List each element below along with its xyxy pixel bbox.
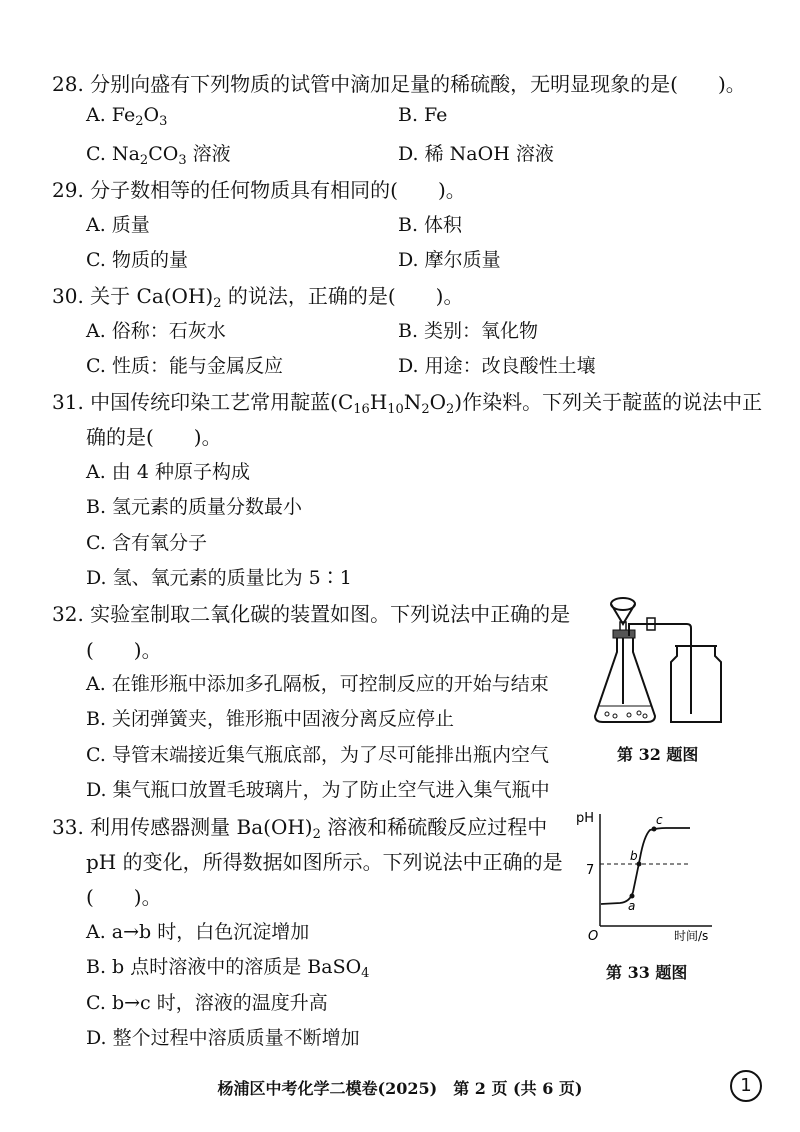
- question-29-option-d: D. 摩尔质量: [398, 249, 501, 271]
- question-28-option-b: B. Fe: [398, 104, 448, 126]
- question-31-option-b: B. 氢元素的质量分数最小: [86, 496, 303, 518]
- question-30-option-c: C. 性质：能与金属反应: [86, 355, 283, 377]
- co2-apparatus-figure: [585, 594, 730, 734]
- question-30-option-d: D. 用途：改良酸性土壤: [398, 355, 596, 377]
- question-29-stem: 29. 分子数相等的任何物质具有相同的( )。: [52, 178, 466, 202]
- question-33-option-d: D. 整个过程中溶质质量不断增加: [86, 1027, 360, 1049]
- question-33-stem-continued: pH 的变化，所得数据如图所示。下列说法中正确的是: [86, 850, 563, 874]
- figure-32-caption: 第 32 题图: [617, 745, 699, 764]
- page-number-circle: 1: [730, 1070, 762, 1102]
- page-footer: 杨浦区中考化学二模卷(2025) 第 2 页 (共 6 页): [217, 1079, 583, 1098]
- point-a-label: a: [628, 899, 636, 913]
- y-tick-7: 7: [586, 863, 595, 878]
- question-30-stem: 30. 关于 $Ca(OH)_2$ 的说法，正确的是( )。: [52, 284, 464, 311]
- question-33-stem: 33. 利用传感器测量 $Ba(OH)_2$ 溶液和稀硫酸反应过程中: [52, 815, 548, 842]
- question-32-stem-continued: ( )。: [86, 638, 162, 662]
- question-31-stem: 31. 中国传统印染工艺常用靛蓝$(C_{16}H_{10}N_2O_2)$作染料。下列关于靛蓝的说法中正: [52, 390, 763, 417]
- question-31-option-d: D. 氢、氧元素的质量比为 5∶1: [86, 567, 352, 589]
- question-33-option-a: A. a→b 时，白色沉淀增加: [86, 921, 310, 943]
- question-31-option-a: A. 由 4 种原子构成: [86, 461, 250, 483]
- question-33-option-b: B. b 点时溶液中的溶质是 BaSO$_4$: [86, 956, 370, 981]
- question-32-option-a: A. 在锥形瓶中添加多孔隔板，可控制反应的开始与结束: [86, 673, 549, 695]
- point-b-label: b: [630, 849, 638, 863]
- ph-curve-figure: [570, 808, 720, 948]
- x-axis-label: 时间/s: [674, 929, 709, 943]
- figure-33-caption: 第 33 题图: [606, 963, 688, 982]
- question-29-option-c: C. 物质的量: [86, 249, 188, 271]
- question-33-option-c: C. b→c 时，溶液的温度升高: [86, 992, 328, 1014]
- y-axis-label: pH: [576, 811, 595, 826]
- point-c: [652, 827, 657, 832]
- question-32-option-d: D. 集气瓶口放置毛玻璃片，为了防止空气进入集气瓶中: [86, 779, 550, 801]
- question-30-option-a: A. 俗称：石灰水: [86, 320, 226, 342]
- point-a: [630, 894, 635, 899]
- question-32-option-b: B. 关闭弹簧夹，锥形瓶中固液分离反应停止: [86, 708, 455, 730]
- question-28-option-a: A. $Fe_2O_3$: [86, 104, 168, 129]
- question-28-option-c: C. $Na_2CO_3$ 溶液: [86, 143, 231, 168]
- question-30-option-b: B. 类别：氧化物: [398, 320, 539, 342]
- origin-label: O: [588, 929, 599, 944]
- point-c-label: c: [656, 813, 663, 827]
- question-28-stem: 28. 分别向盛有下列物质的试管中滴加足量的稀硫酸，无明显现象的是( )。: [52, 72, 746, 96]
- question-31-stem-continued: 确的是( )。: [86, 425, 222, 449]
- question-33-stem-continued-2: ( )。: [86, 885, 162, 909]
- question-29-option-b: B. 体积: [398, 214, 463, 236]
- question-29-option-a: A. 质量: [86, 214, 150, 236]
- question-28-option-d: D. 稀 NaOH 溶液: [398, 143, 554, 165]
- question-32-stem: 32. 实验室制取二氧化碳的装置如图。下列说法中正确的是: [52, 602, 571, 626]
- question-32-option-c: C. 导管末端接近集气瓶底部，为了尽可能排出瓶内空气: [86, 744, 549, 766]
- ph-curve: [601, 828, 690, 904]
- question-31-option-c: C. 含有氧分子: [86, 532, 207, 554]
